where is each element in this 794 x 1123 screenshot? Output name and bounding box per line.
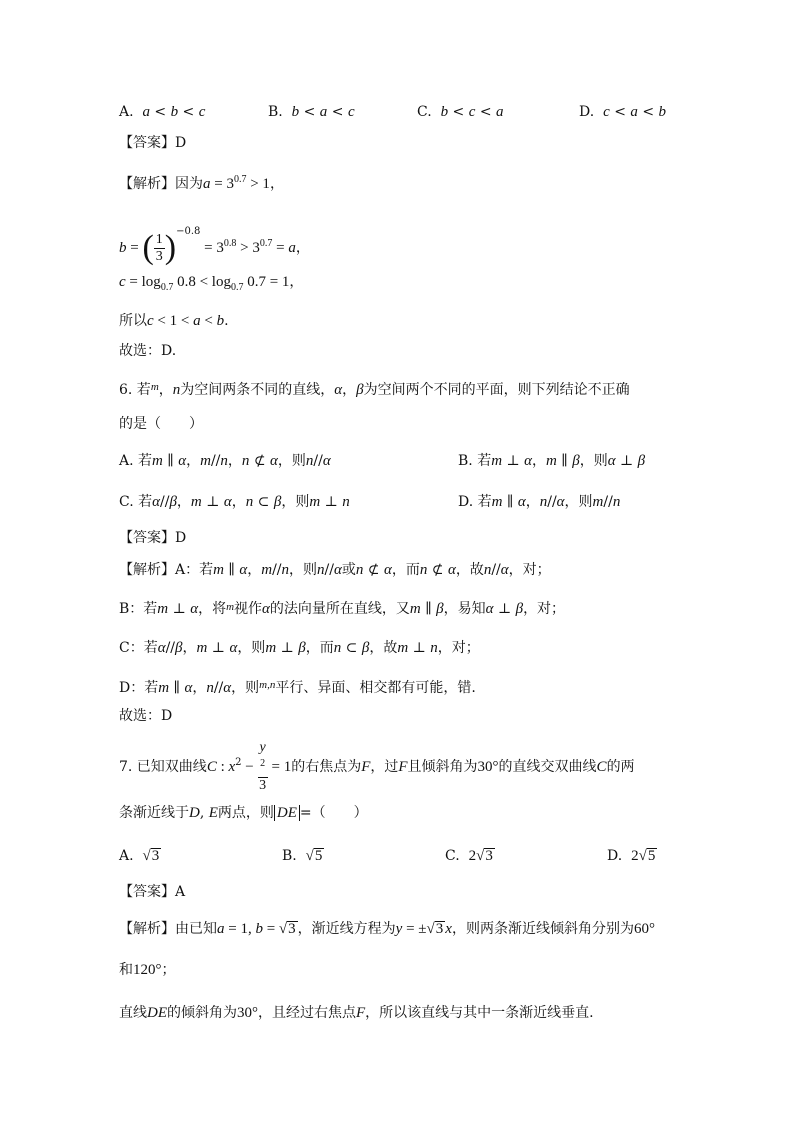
q5-option-a: A. a < b < c [119, 104, 206, 120]
q5-conclusion: 故选：D. [119, 343, 177, 359]
q6-option-d: D. 若m ∥ α，n//α，则m//n [458, 494, 621, 510]
q7-analysis-line2: 和120°； [119, 962, 176, 978]
q6-option-a: A. 若m ∥ α，m//n，n ⊄ α，则n//α [119, 453, 331, 469]
q7-stem-line1: 7. 已知双曲线C : $x^2$ − y $^2$ 3 = 1的右焦点为F，过F且倾斜角为30°的直线交双曲线C的两 [119, 740, 635, 793]
q6-option-b: B. 若m ⊥ α，m ∥ β，则α ⊥ β [458, 453, 646, 469]
q5-analysis-line3: $c = \log_{0.7} 0.8 < \log_{0.7} 0.7 = 1$， [119, 274, 304, 293]
q5-option-d: D. c < a < b [579, 104, 667, 120]
q6-stem-line2: 的是（ ） [119, 416, 203, 432]
q7-option-d: D. 2√5 [607, 848, 656, 864]
q5-analysis-line1: 【解析】因为$a = 3^{0.7} > 1$， [119, 174, 284, 192]
q6-analysis-c: C：若α//β，m ⊥ α，则m ⊥ β，而n ⊂ β，故m ⊥ n，对； [119, 640, 480, 656]
q7-stem-line2: 条渐近线于D, E两点，则 DE =（ ） [119, 805, 368, 821]
q7-option-c: C. 2√3 [445, 848, 493, 864]
q6-option-c: C. 若α//β，m ⊥ α，n ⊂ β，则m ⊥ n [119, 494, 350, 510]
q6-stem-line1: 6. 若$^m$，n为空间两条不同的直线，α，β为空间两个不同的平面，则下列结论不正确 [119, 381, 630, 398]
q7-option-a: A. √3 [119, 848, 160, 864]
q7-analysis-line1: 【解析】由已知a = 1, b = √3 ，渐近线方程为y = ±√3 x，则两条渐近线倾斜角分别为60° [119, 921, 655, 937]
q7-option-b: B. √5 [282, 848, 323, 864]
q6-conclusion: 故选：D [119, 708, 173, 724]
q5-analysis-line2: b = ( $\frac{1}{3}$ )$^{-0.8} = 3^{0.8} > 3^{0.7} = a$， [119, 226, 310, 266]
q6-answer: 【答案】D [119, 530, 187, 546]
q7-answer: 【答案】A [119, 884, 186, 900]
q6-analysis-a: 【解析】A：若m ∥ α，m//n，则n//α或n ⊄ α，而n ⊄ α，故n//α，对； [119, 562, 551, 578]
q7-analysis-line3: 直线DE的倾斜角为30°，且经过右焦点F，所以该直线与其中一条渐近线垂直. [119, 1005, 594, 1021]
q5-analysis-line4: 所以c < 1 < a < b. [119, 313, 229, 329]
q5-answer: 【答案】D [119, 135, 187, 151]
q5-option-b: B. b < a < c [268, 104, 355, 120]
q5-option-c: C. b < c < a [417, 104, 504, 120]
q6-analysis-b: B：若m ⊥ α，将$^m$视作α的法向量所在直线，又m ∥ β，易知α ⊥ β，对； [119, 601, 566, 617]
q6-analysis-d: D：若m ∥ α，n//α，则$^{m,n}$平行、异面、相交都有可能，错. [119, 679, 476, 696]
